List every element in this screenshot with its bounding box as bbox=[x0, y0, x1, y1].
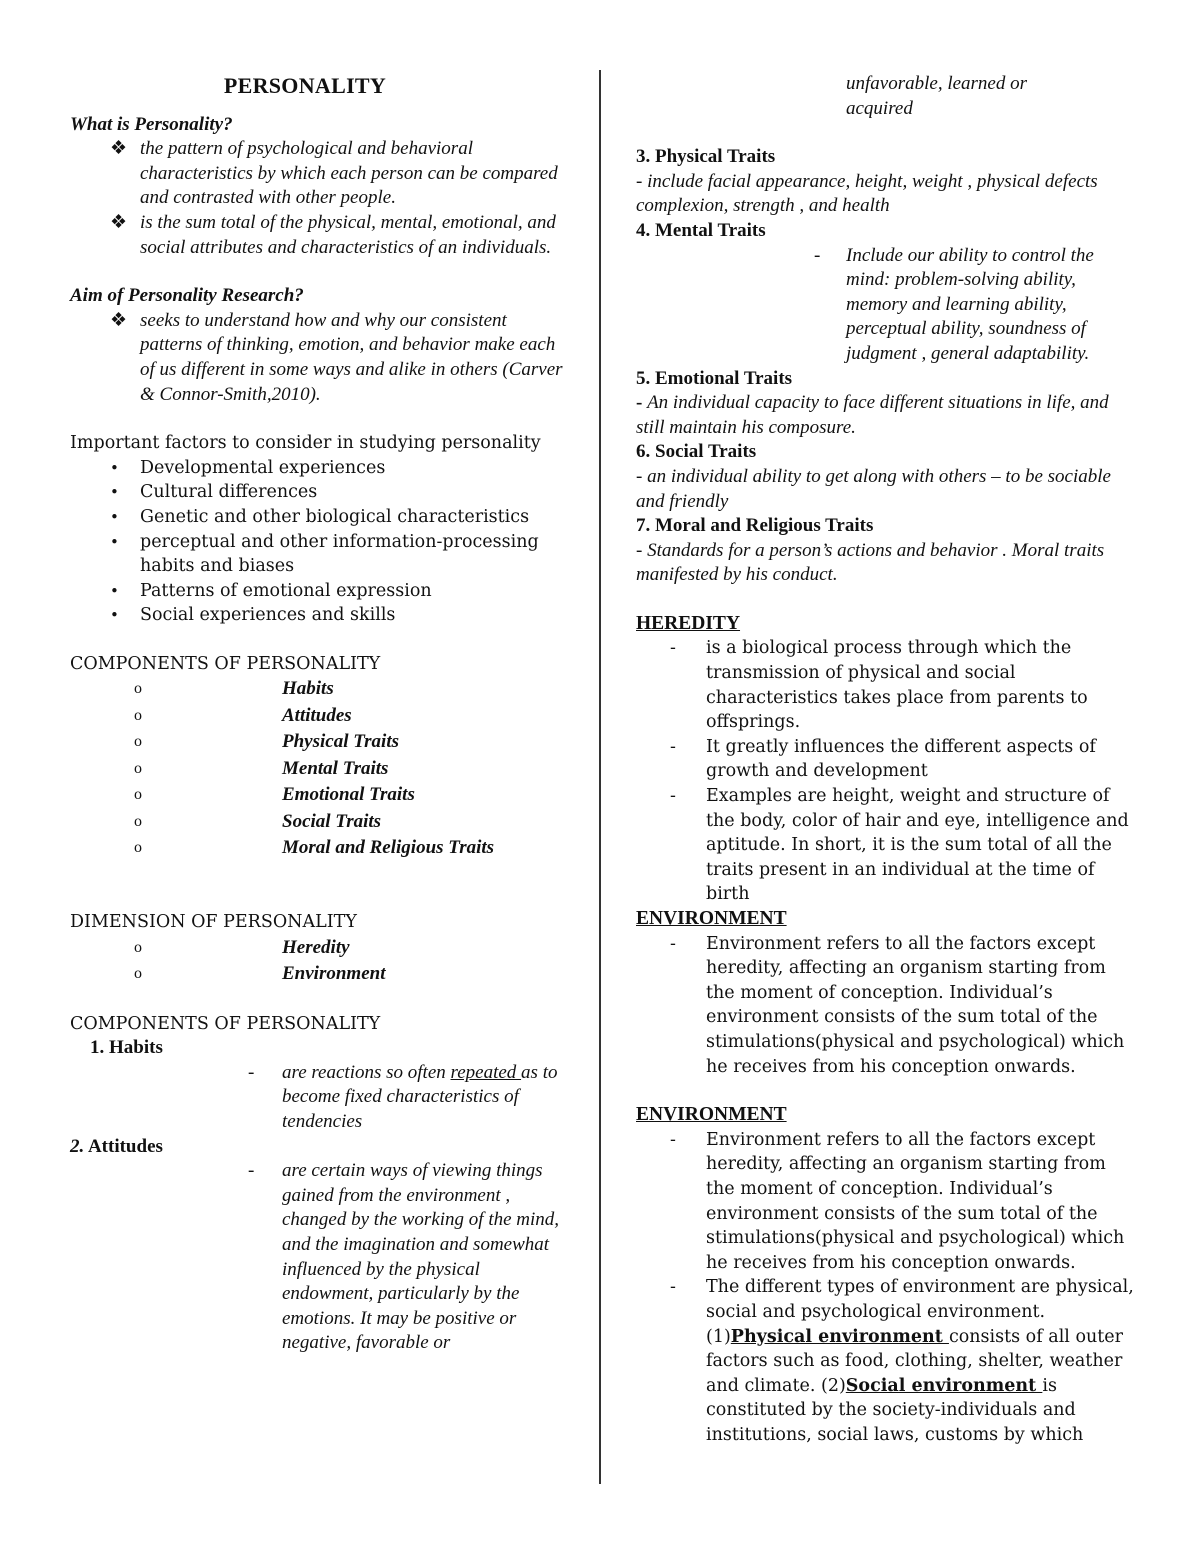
what-item bbox=[70, 137, 570, 211]
dash-bullet: - bbox=[248, 1061, 255, 1083]
heredity-item: - It greatly influences the different aspects of growth and development bbox=[670, 736, 1096, 782]
mental-item: - Include our ability to control the mind: problem-solving ability, memory and learning ability, perceptual ability, soundness of judgment , general adaptability. bbox=[814, 244, 1094, 364]
mental-heading: 4. Mental Traits bbox=[636, 219, 766, 241]
circle-bullet-icon: o bbox=[134, 733, 142, 751]
bullet-icon: • bbox=[110, 581, 119, 600]
what-item bbox=[70, 211, 570, 260]
what-item-text: is the sum total of the physical, mental, emotional, and social attributes and characteristics of an individuals. bbox=[140, 211, 556, 258]
bullet-icon: • bbox=[110, 483, 119, 502]
circle-bullet-icon: o bbox=[134, 965, 142, 983]
dash-bullet: - bbox=[248, 1160, 255, 1182]
emotional-text: - An individual capacity to face different situations in life, and still maintain his composure. bbox=[636, 392, 1109, 438]
dimension-heading: DIMENSION OF PERSONALITY bbox=[70, 911, 357, 932]
heredity-heading: HEREDITY bbox=[636, 612, 741, 634]
moral-heading: 7. Moral and Religious Traits bbox=[636, 515, 874, 537]
social-heading: 6. Social Traits bbox=[636, 441, 757, 463]
environment-heading: ENVIRONMENT bbox=[636, 908, 787, 929]
diamond-bullet-icon: ❖ bbox=[110, 138, 128, 160]
dash-bullet: - bbox=[670, 933, 676, 954]
component-item: o Moral and Religious Traits bbox=[70, 835, 570, 862]
factor-item: • perceptual and other information-processing habits and biases bbox=[110, 531, 539, 577]
factor-item: • Genetic and other biological characteristics bbox=[70, 505, 570, 530]
dimension-item: o Environment bbox=[70, 961, 570, 988]
dash-bullet: - bbox=[670, 736, 676, 757]
dash-bullet: - bbox=[670, 786, 676, 807]
aim-item bbox=[70, 309, 570, 407]
page-title: PERSONALITY bbox=[223, 73, 387, 98]
circle-bullet-icon: o bbox=[134, 839, 142, 857]
component-item: o Social Traits bbox=[70, 809, 570, 836]
social-text: - an individual ability to get along with others – to be sociable and friendly bbox=[636, 465, 1111, 512]
factor-item: • Cultural differences bbox=[70, 480, 570, 505]
factors-heading: Important factors to consider in studying personality bbox=[70, 433, 541, 454]
circle-bullet-icon: o bbox=[134, 759, 142, 777]
circle-bullet-icon: o bbox=[134, 786, 142, 804]
environment-types-item: - The different types of environment are physical, social and psychological environment. (1)Physical environment consists of all outer factors such as food, clothing, shelter, weather and climate. (2)Social environment is constituted by the society-individuals and institutions, social laws, customs by which bbox=[670, 1277, 1134, 1445]
heredity-item: - Examples are height, weight and structure of the body, color of hair and eye, intelligence and aptitude. In short, it is the sum total of all the traits present in an individual at the time of birth bbox=[670, 786, 1129, 905]
component-item: o Mental Traits bbox=[70, 756, 570, 783]
dash-bullet: - bbox=[670, 1277, 676, 1298]
component-item: o Emotional Traits bbox=[70, 782, 570, 809]
factor-item: • Social experiences and skills bbox=[70, 603, 570, 628]
component-item: o Habits bbox=[70, 676, 570, 703]
what-heading: What is Personality? bbox=[70, 113, 233, 135]
dash-bullet: - bbox=[670, 1129, 676, 1150]
environment-item: - Environment refers to all the factors except heredity, affecting an organism starting from the moment of conception. Individual’s environment consists of the sum total of the stimulations(physical and psychological) which he receives from his conception onwards. bbox=[670, 933, 1125, 1077]
bullet-icon: • bbox=[110, 532, 119, 551]
diamond-bullet-icon: ❖ bbox=[110, 309, 128, 331]
attitudes-heading: 2. Attitudes bbox=[70, 1135, 163, 1157]
factor-item: • Developmental experiences bbox=[70, 456, 570, 481]
physical-heading: 3. Physical Traits bbox=[636, 146, 776, 168]
circle-bullet-icon: o bbox=[134, 812, 142, 830]
bullet-icon: • bbox=[110, 606, 119, 625]
dash-bullet: - bbox=[814, 244, 821, 266]
environment-heading-2: ENVIRONMENT bbox=[636, 1104, 787, 1126]
dimension-item: o Heredity bbox=[70, 935, 570, 962]
component-item: o Physical Traits bbox=[70, 729, 570, 756]
components2-heading: COMPONENTS OF PERSONALITY bbox=[70, 1013, 381, 1034]
circle-bullet-icon: o bbox=[134, 938, 142, 956]
bullet-icon: • bbox=[110, 458, 119, 477]
diamond-bullet-icon: ❖ bbox=[110, 211, 128, 233]
physical-text: - include facial appearance, height, weight , physical defects complexion, strength , and health bbox=[636, 170, 1098, 217]
component-item: o Attitudes bbox=[70, 703, 570, 730]
heredity-item: - is a biological process through which the transmission of physical and social characteristics takes place from parents to offsprings. bbox=[670, 638, 1088, 733]
moral-text: - Standards for a person’s actions and behavior . Moral traits manifested by his conduct. bbox=[636, 539, 1105, 586]
factor-item: • Patterns of emotional expression bbox=[70, 579, 570, 604]
right-column bbox=[636, 72, 1136, 1447]
left-column bbox=[70, 62, 570, 1356]
emotional-heading: 5. Emotional Traits bbox=[636, 367, 793, 389]
aim-heading: Aim of Personality Research? bbox=[70, 285, 304, 307]
what-item-text: the pattern of psychological and behavioral characteristics by which each person can be compared and contrasted with other people. bbox=[140, 138, 558, 209]
circle-bullet-icon: o bbox=[134, 680, 142, 698]
attitudes-continued: unfavorable, learned or acquired bbox=[846, 73, 1028, 119]
habits-item: - are reactions so often repeated as to become fixed characteristics of tendencies bbox=[248, 1061, 558, 1132]
components-heading: COMPONENTS OF PERSONALITY bbox=[70, 653, 381, 674]
bullet-icon: • bbox=[110, 507, 119, 526]
dash-bullet: - bbox=[670, 638, 676, 659]
circle-bullet-icon: o bbox=[134, 706, 142, 724]
attitudes-item: - are certain ways of viewing things gained from the environment , changed by the working of the mind, and the imagination and somewhat influenced by the physical endowment, particularly by the emotions. It may be positive or negative, favorable or bbox=[248, 1160, 560, 1354]
habits-heading: 1. Habits bbox=[90, 1037, 163, 1059]
column-divider bbox=[599, 70, 601, 1484]
environment-item: - Environment refers to all the factors except heredity, affecting an organism starting from the moment of conception. Individual’s environment consists of the sum total of the stimulations(physical and psychological) which he receives from his conception onwards. bbox=[670, 1129, 1125, 1273]
aim-item-text: seeks to understand how and why our consistent patterns of thinking, emotion, and behavior make each of us different in some ways and alike in others (Carver & Connor-Smith,2010). bbox=[140, 309, 563, 405]
